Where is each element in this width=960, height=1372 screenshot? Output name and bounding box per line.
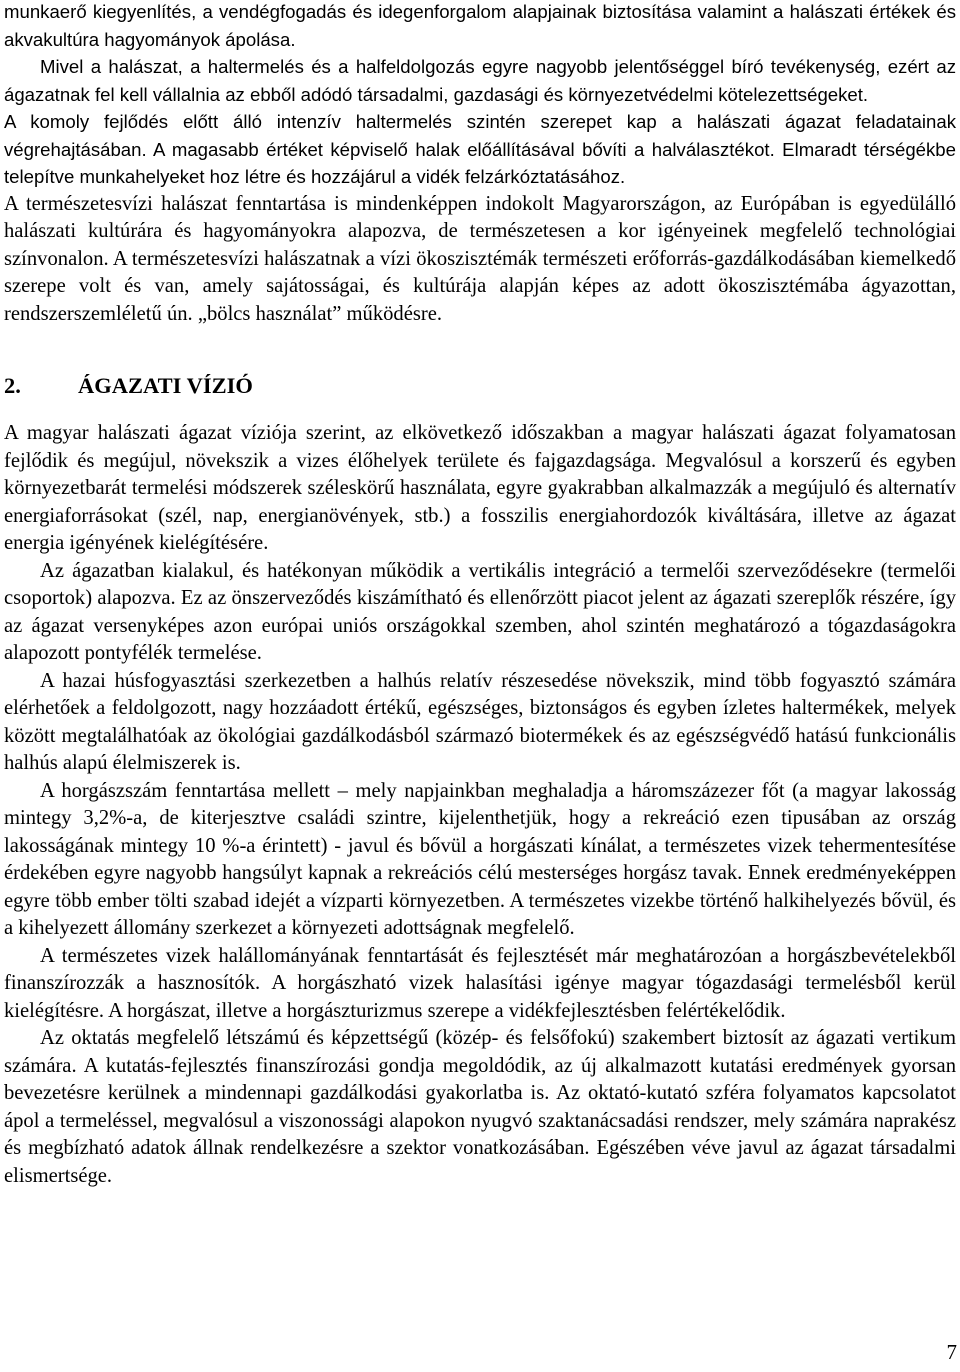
section-number: 2. bbox=[4, 373, 21, 398]
paragraph-responsibility: Mivel a halászat, a haltermelés és a halfeldolgozás egyre nagyobb jelentőséggel bíró tevékenység, ezért az ágazatnak fel kell vállalnia az ebből adódó társadalmi, gazdasági és környezetvédelmi kötelezettségeket. bbox=[4, 56, 956, 105]
section-title: ÁGAZATI VÍZIÓ bbox=[78, 373, 253, 398]
paragraph-education-research: Az oktatás megfelelő létszámú és képzettségű (közép- és felsőfokú) szakembert biztosít az ágazati vertikum számára. A kutatás-fejlesztés finanszírozási gondja megoldódik, az új alkalmazott kutatási eredmények gyorsan bevezetésre kerülnek a mindennapi gazdálkodási gyakorlatba is. Az oktató-kutató szféra folyamatos kapcsolatot ápol a termeléssel, megvalósul a viszonossági alapokon nyugvó szaktanácsadási rendszer, mely számára naprakész és megbízható adatok állnak rendelkezésre a szektor vonatkozásában. Egészében véve javul az ágazat társadalmi elismertsége. bbox=[4, 1027, 956, 1187]
paragraph-fish-consumption: A hazai húsfogyasztási szerkezetben a halhús relatív részesedése növekszik, mind több fogyasztó számára elérhetőek a feldolgozott, nagy hozzáadott értékű, egészséges, biztonságos és egyben ízletes haltermékek, melyek között megtalálhatóak az ökológiai gazdálkodásból származó biotermékek és az egészségvédő hatású funkcionális halhús alapú élelmiszerek is. bbox=[4, 669, 956, 774]
paragraph-vertical-integration: Az ágazatban kialakul, és hatékonyan működik a vertikális integráció a termelői szerveződésekre (termelői csoportok) alapozva. Ez az önszerveződés kiszámítható és ellenőrzött piacot jelent az ágazati szereplők részére, így az ágazat versenyképes azon európai uniós országokkal szemben, ahol szintén meghatározó a tógazdaságokra alapozott pontyfélék termelése. bbox=[4, 559, 956, 664]
document-page bbox=[4, 0, 956, 1190]
section-heading bbox=[4, 371, 956, 401]
paragraph-natural-water-fishing: A természetesvízi halászat fenntartása is mindenképpen indokolt Magyarországon, az Európában is egyedülálló halászati kultúrára és hagyományokra alapozva, de természetesen a kor igényeinek megfelelő technológiai színvonalon. A természetesvízi halászatnak a vízi ökoszisztémák természeti erőforrás-gazdálkodásában kiemelkedő szerepe volt és van, amely sajátosságai, és kultúrája alapján képes az adott ökoszisztémába ágyazottan, rendszerszemléletű ún. „bölcs használat” működésre. bbox=[4, 192, 956, 325]
paragraph-fish-stock: A természetes vizek halállományának fenntartását és fejlesztését már meghatározóan a horgászbevételekből finanszírozzák a hasznosítók. A horgászható vizek halasítási igénye magyar tógazdasági termelésből kerül kielégítésre. A horgászat, illetve a horgászturizmus szerepe a vidékfejlesztésben felértékelődik. bbox=[4, 944, 956, 1022]
paragraph-intensive-fish-farming: A komoly fejlődés előtt álló intenzív haltermelés szintén szerepet kap a halászati ágazat feladatainak végrehajtásában. A magasabb értéket képviselő halak előállításával bővíti a halválasztékot. Elmaradt térségékbe telepítve munkahelyeket hoz létre és hozzájárul a vidék felzárkóztatásához. bbox=[4, 111, 956, 187]
page-number: 7 bbox=[946, 1340, 957, 1364]
paragraph-continuation: munkaerő kiegyenlítés, a vendégfogadás és idegenforgalom alapjainak biztosítása valamint a halászati értékek és akvakultúra hagyományok ápolása. bbox=[4, 1, 956, 50]
paragraph-angling: A horgászszám fenntartása mellett – mely napjainkban meghaladja a háromszázezer főt (a magyar lakosság mintegy 3,2%-a, de kiterjesztve családi szintre, kijelenthetjük, hogy a rekreáció ezen tipusában az ország lakosságának mintegy 10 %-a érintett) - javul és bővül a horgászati kínálat, a természetes vizek tehermentesítése érdekében egyre nagyobb hangsúlyt kapnak a rekreációs célú mesterséges horgász tavak. Ennek eredményeképpen egyre több ember tölti szabad idejét a vízparti környezetben. A természetes vizekbe történő halkihelyezés bővül, és a kihelyezett állomány szerkezet a környezeti adottságnak megfelelő. bbox=[4, 779, 956, 939]
paragraph-vision-intro: A magyar halászati ágazat víziója szerint, az elkövetkező időszakban a magyar halászati ágazat folyamatosan fejlődik és megújul, növekszik a vizes élőhelyek területe és fajgazdagsága. Megvalósul a korszerű és egyben környezetbarát termelési módszerek széleskörű használata, egyre gyakrabban alkalmazzák a megújuló és alternatív energiaforrásokat (szél, nap, energianövények, stb.) a fosszilis energiahordozók kiváltására, illetve az ágazat energia igényének kielégítésére. bbox=[4, 422, 956, 554]
